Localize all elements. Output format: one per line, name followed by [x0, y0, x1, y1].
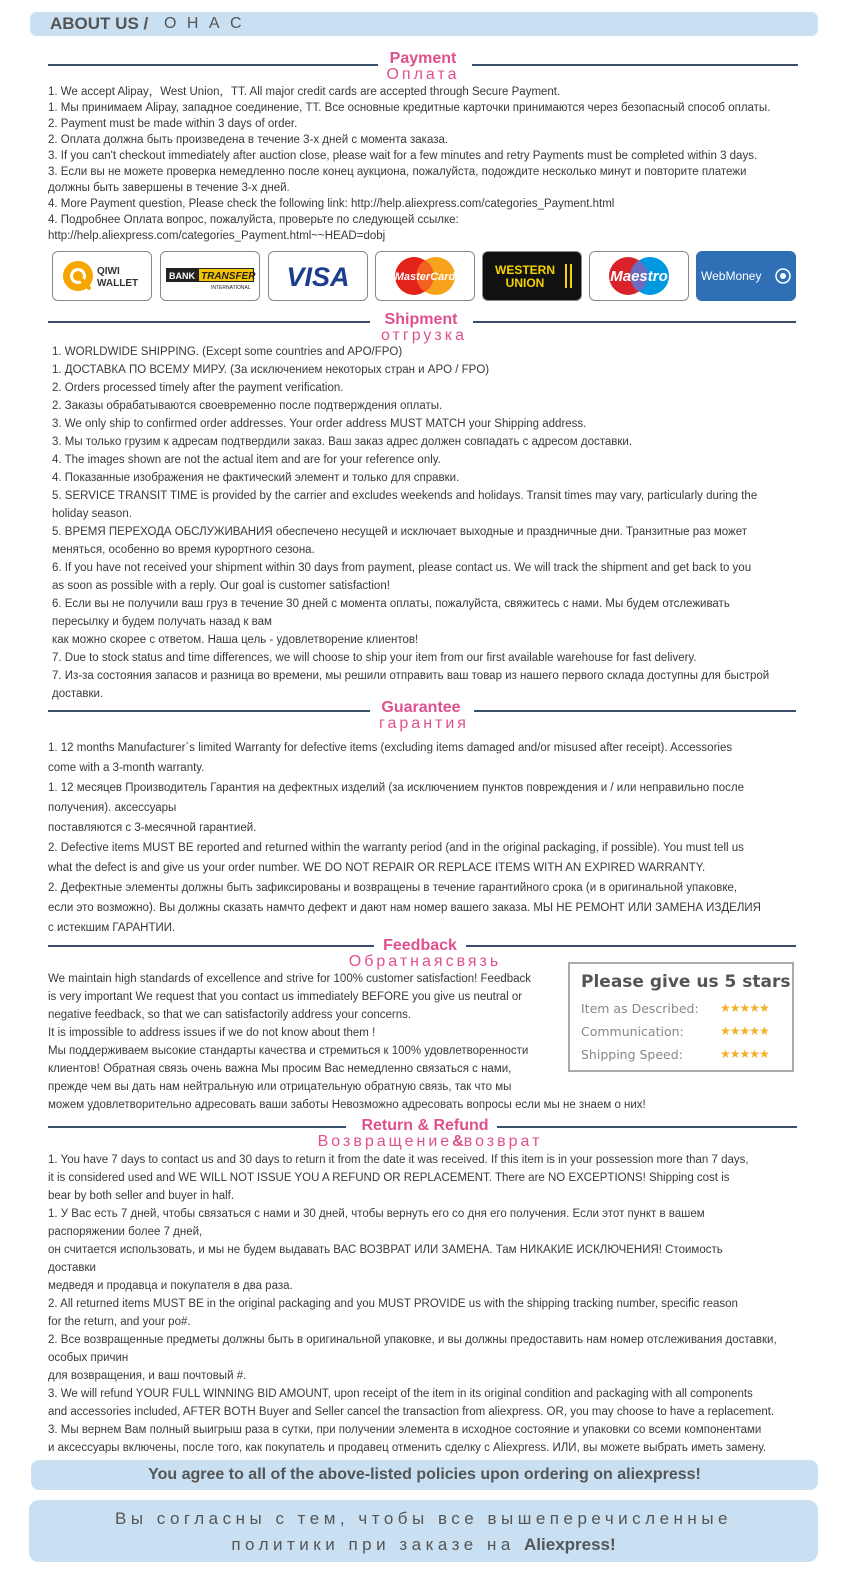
- text-line: особых причин: [48, 1352, 129, 1364]
- maestro-text: Maestro: [610, 268, 668, 285]
- text-line: bear by both seller and buyer in half.: [48, 1190, 235, 1202]
- webmoney-text: WebMoney: [701, 269, 762, 283]
- text-line: Мы поддерживаем высокие стандарты качества и стремиться к 100% удовлетворенности: [48, 1045, 529, 1057]
- return-title-ru: [318, 1133, 543, 1151]
- guarantee-title-ru: гарантия: [379, 715, 469, 732]
- text-line: and accessories included, AFTER BOTH Buyer and Seller cancel the transaction from aliexpress. OR, you may choose to have a replacement.: [48, 1406, 775, 1418]
- shipment-title-ru: отгрузка: [380, 327, 468, 344]
- heading-rule: [474, 710, 796, 712]
- heading-rule: [473, 321, 796, 323]
- text-line: 2. Оплата должна быть произведена в течение 3-х дней с момента заказа.: [48, 134, 449, 146]
- text-line: распоряжении более 7 дней,: [48, 1226, 203, 1238]
- text-line: 2. All returned items MUST BE in the original packaging and you MUST PROVIDE us with the shipping tracking number, specific reason: [48, 1298, 738, 1310]
- text-line: прежде чем вы дать нам нейтральную или отрицательную обратную связь, так что мы: [48, 1081, 512, 1093]
- text-line: для возвращения, и ваш почтовый #.: [48, 1370, 247, 1382]
- text-line: 6. Если вы не получили ваш груз в течение 30 дней с момента оплаты, пожалуйста, свяжитесь с нами. Мы будем отслеживать: [52, 598, 730, 610]
- text-line: доставки.: [52, 688, 104, 700]
- text-line: с истекшим ГАРАНТИИ.: [48, 922, 176, 934]
- text-line: пересылку и будем получать назад к вам: [52, 616, 272, 628]
- bank-text: BANK: [169, 271, 195, 281]
- star-rating-icon: ★★★★★: [720, 1024, 769, 1038]
- text-line: 7. Из-за состояния запасов и разница во времени, мы решили отправить ваш товар из нашего первого склада доступны для быстрой: [52, 670, 770, 682]
- about-us-title-ru: О Н А С: [164, 15, 245, 32]
- ampersand: &: [452, 1133, 464, 1150]
- union-text: UNION: [505, 276, 545, 290]
- transfer-text: TRANSFER: [201, 271, 256, 282]
- text-line: 1. WORLDWIDE SHIPPING. (Except some countries and APO/FPO): [52, 346, 403, 358]
- return-text: [48, 1151, 777, 1457]
- webmoney-logo: [696, 251, 796, 301]
- payment-title: Payment: [389, 50, 457, 67]
- about-us-title: ABOUT US /: [50, 14, 149, 33]
- guarantee-title: Guarantee: [381, 699, 461, 716]
- agree-text-ru-line1: Вы согласны с тем, чтобы все вышеперечисленные: [115, 1509, 732, 1528]
- text-line: come with a 3-month warranty.: [48, 762, 205, 774]
- text-line: 5. ВРЕМЯ ПЕРЕХОДА ОБСЛУЖИВАНИЯ обеспечено несущей и исключает выходные и праздничные дни. Транзитные раз может: [52, 526, 748, 538]
- text-line: можем удовлетворительно адресовать ваши заботы Невозможно адресовать вопросы если мы не знаем о них!: [48, 1099, 646, 1111]
- text-line: 1. Мы принимаем Alipay, западное соединение, TT. Все основные кредитные карточки принимаются через безопасный способ оплаты.: [48, 102, 771, 114]
- feedback-text: [48, 970, 646, 1114]
- five-stars-title: Please give us 5 stars: [581, 972, 791, 992]
- text-line: если это возможно). Вы должны сказать намчто дефект и дают нам номер вашего заказа. МЫ НЕ РЕМОНТ ИЛИ ЗАМЕНА ИЗДЕЛИЯ: [48, 902, 761, 914]
- text-line: 1. 12 месяцев Производитель Гарантия на дефектных изделий (за исключением пунктов повреждения и / или неправильно после: [48, 782, 744, 794]
- text-line: 2. Дефектные элементы должны быть зафиксированы и возвращены в течение гарантийного срока (и в оригинальной упаковке,: [48, 882, 738, 894]
- text-line: 7. Due to stock status and time differences, we will choose to ship your item from our first available warehouse for fast delivery.: [52, 652, 697, 664]
- text-line: 6. If you have not received your shipment within 30 days from payment, please contact us. We will track the shipment and get back to you: [52, 562, 752, 574]
- visa-text: VISA: [286, 262, 350, 292]
- shipment-title: Shipment: [384, 311, 458, 328]
- text-line: what the defect is and give us your order number. WE DO NOT REPAIR OR REPLACE ITEMS WITH AN EXPIRED WARRANTY.: [48, 862, 706, 874]
- rating-label: Item as Described:: [581, 1001, 699, 1016]
- qiwi-text: QIWI: [97, 266, 120, 277]
- text-line: 5. SERVICE TRANSIT TIME is provided by the carrier and excludes weekends and holidays. Transit times may vary, particularly during the: [52, 490, 758, 502]
- five-stars-box: [568, 962, 794, 1072]
- text-line: 4. The images shown are not the actual item and are for your reference only.: [52, 454, 441, 466]
- text-line: медведя и продавца и покупателя в два раза.: [48, 1280, 293, 1292]
- payment-text: [48, 84, 770, 244]
- international-text: INTERNATIONAL: [211, 285, 251, 291]
- text-line: as soon as possible with a reply. Our goal is customer satisfaction!: [52, 580, 390, 592]
- text-line: как можно скорее с ответом. Наша цель - удовлетворение клиентов!: [52, 634, 419, 646]
- payment-logos: [52, 251, 802, 301]
- text-line: 1. У Вас есть 7 дней, чтобы связаться с нами и 30 дней, чтобы вернуть его со дня его получения. Если этот пункт в вашем: [48, 1208, 705, 1220]
- text-line: меняться, особенно во время курортного сезона.: [52, 544, 315, 556]
- text-line: 1. 12 months Manufacturer`s limited Warranty for defective items (excluding items damaged and/or misused after receipt). Accessories: [48, 742, 733, 754]
- text-line: 3. If you can't checkout immediately after auction close, please wait for a few minutes and retry Payments must be completed within 3 days.: [48, 150, 758, 162]
- payment-title-ru: Оплата: [386, 66, 460, 83]
- mastercard-logo: [375, 251, 475, 301]
- text-line: 1. We accept Alipay，West Union，TT. All major credit cards are accepted through Secure Payment.: [48, 86, 561, 98]
- return-title-ru-b: возврат: [463, 1133, 543, 1150]
- heading-rule: [48, 945, 374, 947]
- shipment-text: [52, 343, 769, 703]
- agree-banner: [31, 1460, 818, 1490]
- maestro-logo: [589, 251, 689, 301]
- text-line: должны быть завершены в течение 3-х дней.: [48, 182, 290, 194]
- qiwi-wallet-logo: [52, 251, 152, 301]
- aliexpress-brand: Aliexpress!: [524, 1535, 616, 1554]
- heading-rule: [466, 945, 796, 947]
- text-line: negative feedback, so that we can satisfactorily address your concerns.: [48, 1009, 412, 1021]
- rating-label: Communication:: [581, 1024, 684, 1039]
- heading-rule: [48, 1126, 346, 1128]
- text-line: We maintain high standards of excellence and strive for 100% customer satisfaction! Feedback: [48, 973, 532, 985]
- heading-rule: [48, 710, 370, 712]
- text-line: for the return, and your po#.: [48, 1316, 191, 1328]
- text-line: 1. You have 7 days to contact us and 30 days to return it from the date it was received. If this item is in your possession more than 7 days,: [48, 1154, 749, 1166]
- text-line: 3. We only ship to confirmed order addresses. Your order address MUST MATCH your Shipping address.: [52, 418, 587, 430]
- visa-logo: [268, 251, 368, 301]
- text-line: 3. Если вы не можете проверка немедленно после конец аукциона, пожалуйста, подождите несколько минут и повторите платежи: [48, 166, 747, 178]
- heading-rule: [497, 1126, 797, 1128]
- guarantee-heading: [0, 699, 850, 739]
- text-line: holiday season.: [52, 508, 132, 520]
- about-us-bar: [30, 12, 818, 36]
- return-title-ru-a: Возвращение: [317, 1133, 453, 1150]
- agree-banner-ru: [29, 1500, 818, 1562]
- text-line: It is impossible to address issues if we do not know about them !: [48, 1027, 376, 1039]
- mastercard-text: MasterCard: [394, 271, 456, 283]
- text-line: 2. Orders processed timely after the payment verification.: [52, 382, 344, 394]
- text-line: is very important We request that you contact us immediately BEFORE you give us neutral or: [48, 991, 523, 1003]
- agree-text-ru-line2-main: политики при заказе на: [231, 1535, 525, 1554]
- text-line: 4. Подробнее Оплата вопрос, пожалуйста, проверьте по следующей ссылке:: [48, 214, 459, 226]
- wallet-text: WALLET: [97, 278, 139, 289]
- text-line: it is considered used and WE WILL NOT ISSUE YOU A REFUND OR REPLACEMENT. There are NO EXCEPTIONS! Shipping cost is: [48, 1172, 730, 1184]
- text-line: 3. Мы вернем Вам полный выигрыш раза в сутки, при получении элемента в исходное состояние и упаковки со всеми компонентами: [48, 1424, 762, 1436]
- text-line: поставляются с 3-месячной гарантией.: [48, 822, 257, 834]
- rating-label: Shipping Speed:: [581, 1047, 683, 1062]
- heading-rule: [48, 64, 378, 66]
- star-rating-icon: ★★★★★: [720, 1001, 769, 1015]
- text-line: получения). аксессуары: [48, 802, 177, 814]
- text-line: 2. Payment must be made within 3 days of order.: [48, 118, 298, 130]
- star-rating-icon: ★★★★★: [720, 1047, 769, 1061]
- feedback-title-ru: Обратнаясвязь: [348, 953, 502, 970]
- text-line: и аксессуары включены, после того, как покупатель и продавец отменить сделку с Aliexpress. ИЛИ, вы можете выбрать иметь замену.: [48, 1442, 767, 1454]
- heading-rule: [48, 321, 370, 323]
- agree-text: You agree to all of the above-listed policies upon ordering on aliexpress!: [148, 1466, 701, 1483]
- return-title: Return & Refund: [361, 1117, 489, 1134]
- text-line: 2. Все возвращенные предметы должны быть в оригинальной упаковке, и вы должны предоставить нам номер отслеживания доставки,: [48, 1334, 777, 1346]
- text-line: доставки: [48, 1262, 96, 1274]
- guarantee-text: [48, 738, 761, 938]
- text-line: 4. More Payment question, Please check the following link: http://help.aliexpress.com/categories_Payment.html: [48, 198, 615, 210]
- feedback-title: Feedback: [383, 937, 457, 954]
- text-line: клиентов! Обратная связь очень важна Мы просим Вас немедленно связаться с нами,: [48, 1063, 512, 1075]
- western-text: WESTERN: [495, 263, 555, 277]
- agree-text-ru-line2: [29, 1535, 818, 1555]
- heading-rule: [472, 64, 798, 66]
- text-line: он считается использовать, и мы не будем выдавать ВАС ВОЗВРАТ ИЛИ ЗАМЕНА. Там НИКАКИЕ ИСКЛЮЧЕНИЯ! Стоимость: [48, 1244, 723, 1256]
- text-line: 2. Заказы обрабатываются своевременно после подтверждения оплаты.: [52, 400, 443, 412]
- text-line: 3. We will refund YOUR FULL WINNING BID AMOUNT, upon receipt of the item in its original condition and packaging with all components: [48, 1388, 753, 1400]
- western-union-logo: [482, 251, 582, 301]
- text-line: 3. Мы только грузим к адресам подтвердили заказ. Ваш заказ адрес должен совпадать с адресом доставки.: [52, 436, 633, 448]
- bank-transfer-logo: [160, 251, 260, 301]
- text-line: 1. ДОСТАВКА ПО ВСЕМУ МИРУ. (За исключением некоторых стран и APO / FPO): [52, 364, 490, 376]
- text-line: http://help.aliexpress.com/categories_Payment.html~~HEAD=dobj: [48, 230, 386, 242]
- text-line: 2. Defective items MUST BE reported and returned within the warranty period (and in the original packaging, if possible). You must tell us: [48, 842, 744, 854]
- text-line: 4. Показанные изображения не фактический элемент и только для справки.: [52, 472, 460, 484]
